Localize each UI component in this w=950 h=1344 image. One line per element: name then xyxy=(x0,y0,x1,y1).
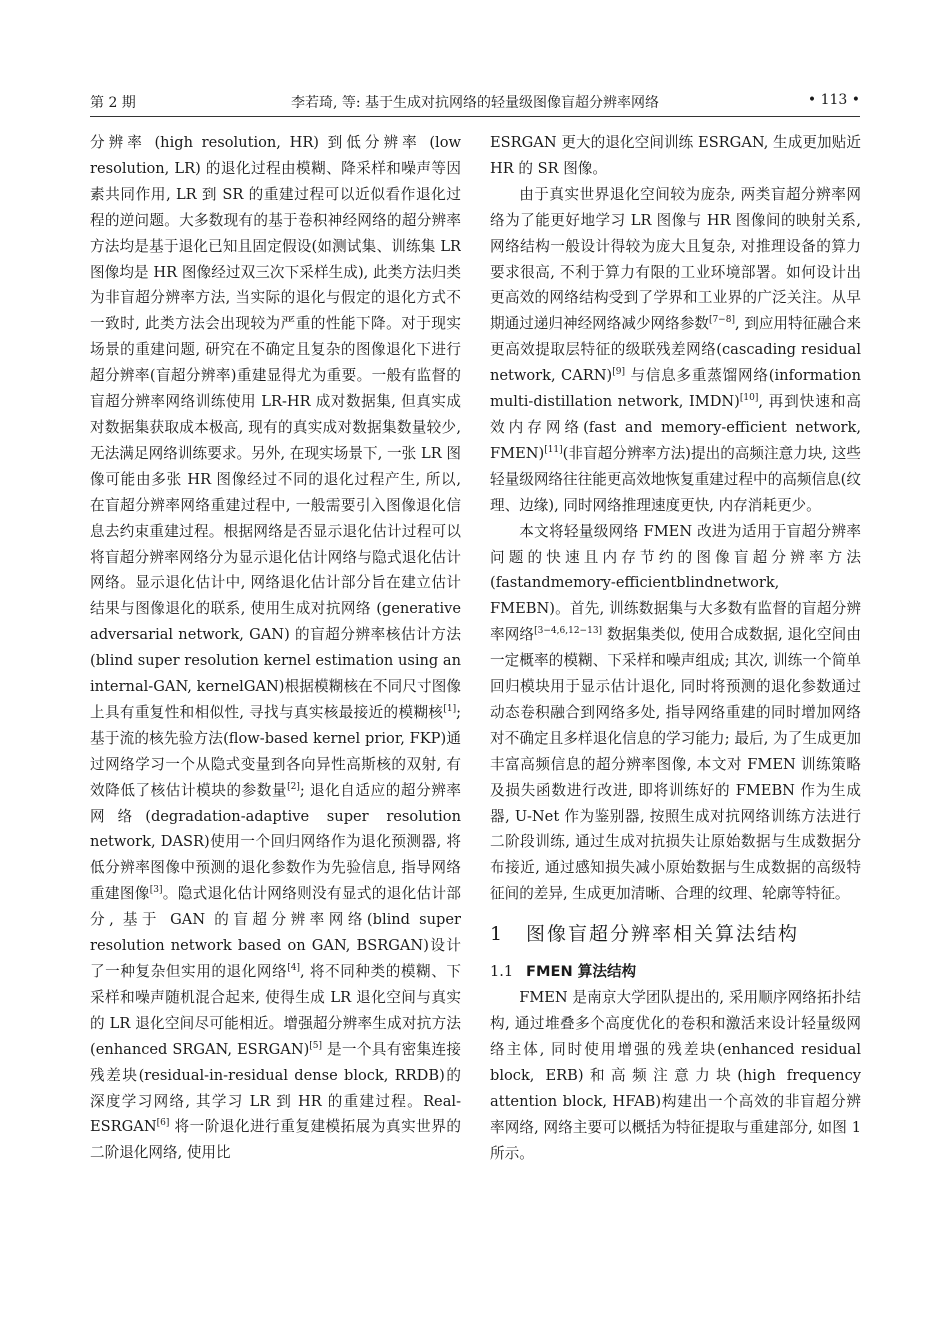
section-number: 1 xyxy=(490,923,505,946)
text-run: , 到应用特征融合来更高效提取层特征的级联残差网络(cascading residual network, CARN) xyxy=(490,315,861,385)
citation: [4] xyxy=(287,963,300,973)
text-run: 本文将轻量级网络 FMEN 改进为适用于盲超分辨率问题的快速且内存节约的图像盲超分辨率方法(fastandmemory-efficientblindnetwork, FMEBN)。首先, 训练数据集与大多数有监督的盲超分辨率网络 xyxy=(490,522,861,644)
header-rule xyxy=(90,116,860,117)
subsection-heading xyxy=(490,959,861,985)
text-run: 。隐式退化估计网络则没有显式的退化估计部分, 基于 GAN 的盲超分辨率网络(blind super resolution network based on GAN, BSRGAN)设计了一种复杂但实用的退化网络 xyxy=(90,885,461,980)
subsection-title: FMEN 算法结构 xyxy=(526,963,637,981)
page-number: • 113 • xyxy=(807,92,860,108)
right-paragraph xyxy=(490,519,861,908)
citation: [7−8] xyxy=(708,315,735,326)
citation: [3−4,6,12−13] xyxy=(534,626,603,637)
text-run: 与信息多重蒸馏网络(information multi-distillation network, IMDN) xyxy=(490,367,861,411)
right-paragraph-continuation: ESRGAN 更大的退化空间训练 ESRGAN, 生成更加贴近 HR 的 SR 图像。 xyxy=(490,134,861,177)
left-column xyxy=(90,130,461,1310)
citation: [10] xyxy=(739,393,759,404)
citation: [2] xyxy=(287,781,300,792)
citation: [1] xyxy=(443,703,457,714)
text-run: ; 基于流的核先验方法(flow-based kernel prior, FKP)通过网络学习一个从隐式变量到各向异性高斯核的双射, 有效降低了核估计模块的参数量 xyxy=(90,703,461,799)
section-heading xyxy=(490,919,861,949)
subsection-number: 1.1 xyxy=(490,963,514,981)
citation: [11] xyxy=(544,444,563,455)
text-run: 是一个具有密集连接残差块(residual-in-residual dense block, RRDB)的深度学习网络, 其学习 LR 到 HR 的重建过程。Real-ESRGAN xyxy=(90,1040,461,1136)
text-run: 将一阶退化进行重复建模拓展为真实世界的二阶退化网络, 使用比 xyxy=(90,1118,461,1162)
section-title: 图像盲超分辨率相关算法结构 xyxy=(526,923,800,946)
text-run: 由于真实世界退化空间较为庞杂, 两类盲超分辨率网络为了能更好地学习 LR 图像与 HR 图像间的映射关系, 网络结构一般设计得较为庞大且复杂, 对推理设备的算力要求很高, 不利于算力有限的工业环境部署。如何设计出更高效的网络结构受到了学界和工业界的广泛关注。从早期通过递归神经网络减少网络参数 xyxy=(490,185,861,333)
text-run: (非盲超分辨率方法)提出的高频注意力块, 这些轻量级网络往往能更高效地恢复重建过程中的高频信息(纹理、边缘), 同时网络推理速度更快, 内存消耗更少。 xyxy=(490,444,861,514)
issue-label: 第 2 期 xyxy=(90,95,136,111)
text-run: 数据集类似, 使用合成数据, 退化空间由一定概率的模糊、下采样和噪声组成; 其次, 训练一个简单回归模块用于显示估计退化, 同时将预测的退化参数通过动态卷积融合到网络多处, 指导网络重建的同时增加网络对不确定且多样退化信息的学习能力; 最后, 为了生成更加丰富高频信息的超分辨率图像, 本文对 FMEN 训练策略及损失函数进行改进, 即将训练好的 FMEBN 作为生成器, U-Net 作为鉴别器, 按照生成对抗网络训练方法进行二阶段训练, 通过生成对抗损失让原始数据与生成数据分布接近, 通过感知损失减小原始数据与生成数据的高级特征间的差异, 生成更加清晰、合理的纹理、轮廓等特征。 xyxy=(490,626,861,903)
citation: [9] xyxy=(612,367,625,378)
right-paragraph xyxy=(490,182,861,519)
text-run: ; 退化自适应的超分辨率网络(degradation-adaptive super resolution network, DASR)使用一个回归网络作为退化预测器, 将低分辨率图像中预测的退化参数作为先验信息, 指导网络重建图像 xyxy=(90,781,461,903)
text-run: 分辨率 (high resolution, HR) 到低分辨率 (low resolution, LR) 的退化过程由模糊、降采样和噪声等因素共同作用, LR 到 SR 的重建过程可以近似看作退化过程的逆问题。大多数现有的基于卷积神经网络的超分辨率方法均是基于退化已知且固定假设(如测试集、训练集 LR 图像均是 HR 图像经过双三次下采样生成), 此类方法归类为非盲超分辨率方法, 当实际的退化与假定的退化方式不一致时, 此类方法会出现较为严重的性能下降。对于现实场景的重建问题, 研究在不确定且复杂的图像退化下进行超分辨率(盲超分辨率)重建显得尤为重要。一般有监督的盲超分辨率网络训练使用 LR-HR 成对数据集, 但真实成对数据集获取成本极高, 现有的真实成对数据集数量较少, 无法满足网络训练要求。另外, 在现实场景下, 一张 LR 图像可能由多张 HR 图像经过不同的退化过程产生, 所以, 在盲超分辨率网络重建过程中, 一般需要引入图像退化信息去约束重建过程。根据网络是否显示退化估计过程可以将盲超分辨率网络分为显示退化估计网络与隐式退化估计网络。显示退化估计中, 网络退化估计部分旨在建立估计结果与图像退化的联系, 使用生成对抗网络 (generative adversarial network, GAN) 的盲超分辨率核估计方法(blind super resolution kernel estimation using an internal-GAN, kernelGAN)根据模糊核在不同尺寸图像上具有重复性和相似性, 寻找与真实核最接近的模糊核 xyxy=(90,134,461,721)
citation: [5] xyxy=(309,1040,323,1051)
text-run: , 将不同种类的模糊、下采样和噪声随机混合起来, 使得生成 LR 退化空间与真实的 LR 退化空间尽可能相近。增强超分辨率生成对抗方法(enhanced SRGAN, ESRGAN) xyxy=(90,963,461,1058)
citation: [3] xyxy=(149,885,163,896)
left-paragraph xyxy=(90,130,461,1166)
right-column xyxy=(490,130,861,1310)
running-title: 李若琦, 等: 基于生成对抗网络的轻量级图像盲超分辨率网络 xyxy=(290,95,660,111)
running-header xyxy=(90,92,860,118)
citation: [6] xyxy=(156,1118,170,1129)
text-run: , 再到快速和高效内存网络(fast and memory-efficient network, FMEN) xyxy=(490,393,861,462)
right-paragraph: FMEN 是南京大学团队提出的, 采用顺序网络拓扑结构, 通过堆叠多个高度优化的卷积和激活来设计轻量级网络主体, 同时使用增强的残差块(enhanced residual block, ERB)和高频注意力块(high frequency attention block, HFAB)构建出一个高效的非盲超分辨率网络, 网络主要可以概括为特征提取与重建部分, 如图 1 所示。 xyxy=(490,989,861,1162)
